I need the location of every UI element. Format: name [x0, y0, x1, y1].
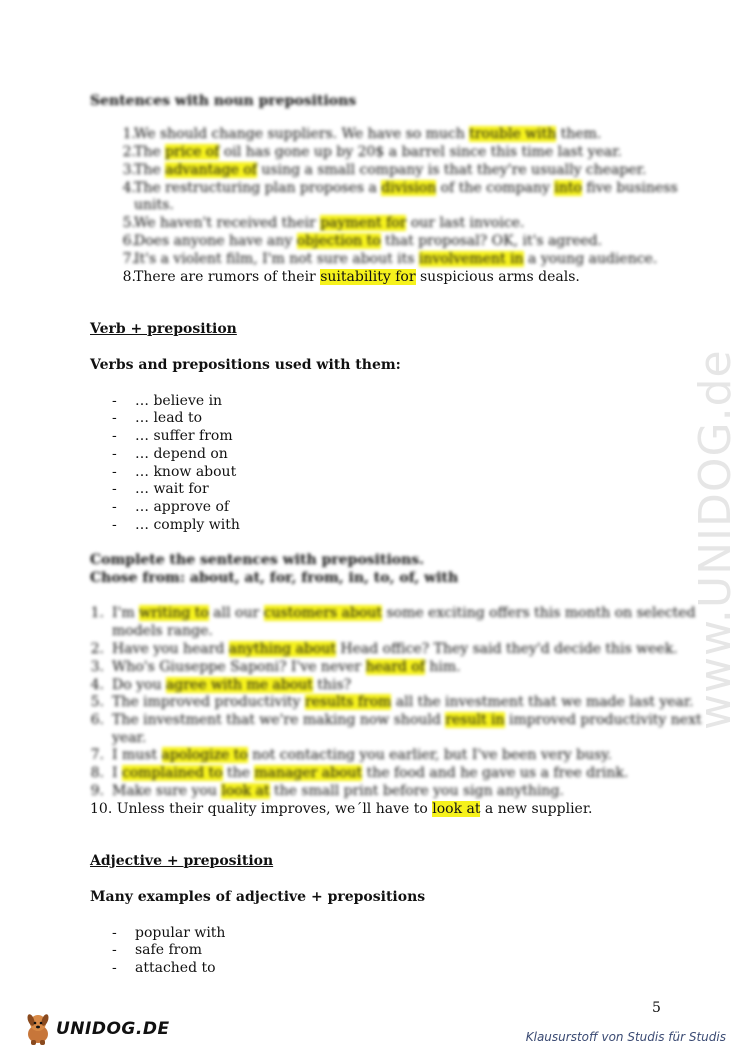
- footer-tagline: Klausurstoff von Studis für Studis: [525, 1030, 726, 1044]
- watermark: www.UNIDOG.de: [690, 349, 741, 730]
- section4-subheading: Many examples of adjective + prepositions: [90, 889, 426, 905]
- list-item: 10. Unless their quality improves, we´ll have to look at a new supplier.: [90, 801, 593, 817]
- section3-heading: Complete the sentences with prepositions.: [90, 552, 425, 568]
- unidog-logo: [22, 1012, 170, 1046]
- section4-heading: Adjective + preposition: [90, 853, 274, 869]
- section3-instructions: Chose from: about, at, for, from, in, to, of, with: [90, 570, 459, 586]
- dog-icon: [22, 1012, 54, 1046]
- section2-subheading: Verbs and prepositions used with them:: [90, 357, 401, 373]
- section1-heading: Sentences with noun prepositions: [90, 93, 357, 109]
- section2-heading: Verb + preposition: [90, 321, 237, 337]
- logo-text: UNIDOG.DE: [56, 1019, 170, 1039]
- page-number: 5: [652, 1000, 661, 1016]
